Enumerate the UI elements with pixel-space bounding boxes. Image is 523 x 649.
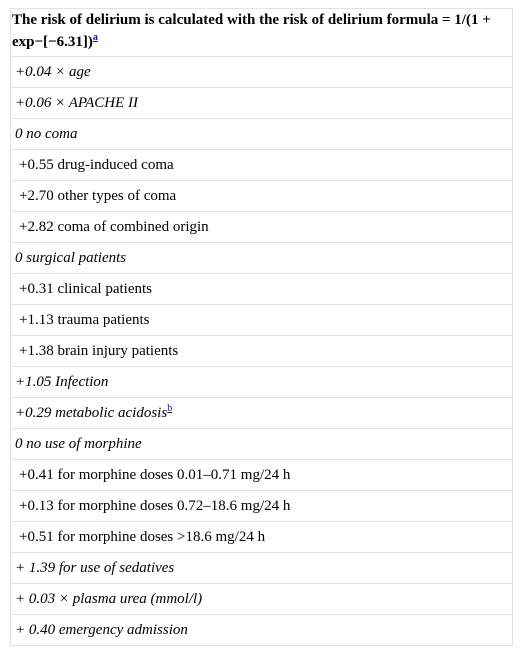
formula-term: +2.70 other types of coma: [19, 188, 177, 204]
table-row: [11, 243, 513, 274]
formula-term: 0 no coma: [15, 126, 78, 142]
table-row: [11, 88, 513, 119]
table-cell: [11, 522, 513, 553]
footnote-link-b[interactable]: b: [167, 403, 173, 414]
formula-term: + 0.40 emergency admission: [15, 622, 188, 638]
formula-term: +0.41 for morphine doses 0.01–0.71 mg/24 h: [19, 467, 291, 483]
table-cell: [11, 460, 513, 491]
formula-term: + 0.03 × plasma urea (mmol/l): [15, 591, 203, 607]
formula-term: +0.13 for morphine doses 0.72–18.6 mg/24 h: [19, 498, 291, 514]
table-cell: [11, 274, 513, 305]
table-row: [11, 57, 513, 88]
table-row: [11, 553, 513, 584]
table-cell: [11, 367, 513, 398]
table-row: [11, 212, 513, 243]
table-header-cell: [11, 9, 513, 57]
table-row: [11, 429, 513, 460]
table-cell: [11, 119, 513, 150]
table-cell: [11, 88, 513, 119]
formula-term: 0 no use of morphine: [15, 436, 142, 452]
formula-term: +2.82 coma of combined origin: [19, 219, 209, 235]
table-cell: [11, 212, 513, 243]
table-row: [11, 367, 513, 398]
table-header-row: [11, 9, 513, 57]
table-cell: [11, 429, 513, 460]
table-row: [11, 398, 513, 429]
table-body: [11, 57, 513, 646]
formula-term: +0.51 for morphine doses >18.6 mg/24 h: [19, 529, 266, 545]
table-cell: [11, 553, 513, 584]
formula-term: +1.05 Infection: [15, 374, 109, 390]
table-cell: [11, 491, 513, 522]
footnote-link-a[interactable]: a: [92, 32, 98, 43]
table-row: [11, 119, 513, 150]
table-row: [11, 522, 513, 553]
table-cell: [11, 181, 513, 212]
table-cell: [11, 57, 513, 88]
table-row: [11, 274, 513, 305]
table-row: [11, 615, 513, 646]
table-row: [11, 584, 513, 615]
formula-term: +0.06 × APACHE II: [15, 95, 139, 111]
formula-table-container: [10, 8, 513, 646]
table-row: [11, 150, 513, 181]
formula-term: 0 surgical patients: [15, 250, 127, 266]
formula-term: +0.29 metabolic acidosis: [15, 405, 168, 421]
table-cell: [11, 305, 513, 336]
table-row: [11, 336, 513, 367]
table-cell: [11, 615, 513, 646]
formula-term: + 1.39 for use of sedatives: [15, 560, 175, 576]
table-row: [11, 491, 513, 522]
table-row: [11, 305, 513, 336]
delirium-risk-table: [10, 8, 513, 646]
formula-term: +0.55 drug-induced coma: [19, 157, 174, 173]
formula-term: +1.38 brain injury patients: [19, 343, 179, 359]
formula-term: +0.04 × age: [15, 64, 91, 80]
table-cell: [11, 398, 513, 429]
header-text: The risk of delirium is calculated with the risk of delirium formula = 1/(1 + exp−[−6.31]): [12, 12, 491, 50]
table-cell: [11, 150, 513, 181]
formula-term: +0.31 clinical patients: [19, 281, 153, 297]
formula-term: +1.13 trauma patients: [19, 312, 150, 328]
table-cell: [11, 243, 513, 274]
table-row: [11, 460, 513, 491]
table-cell: [11, 584, 513, 615]
table-cell: [11, 336, 513, 367]
table-row: [11, 181, 513, 212]
